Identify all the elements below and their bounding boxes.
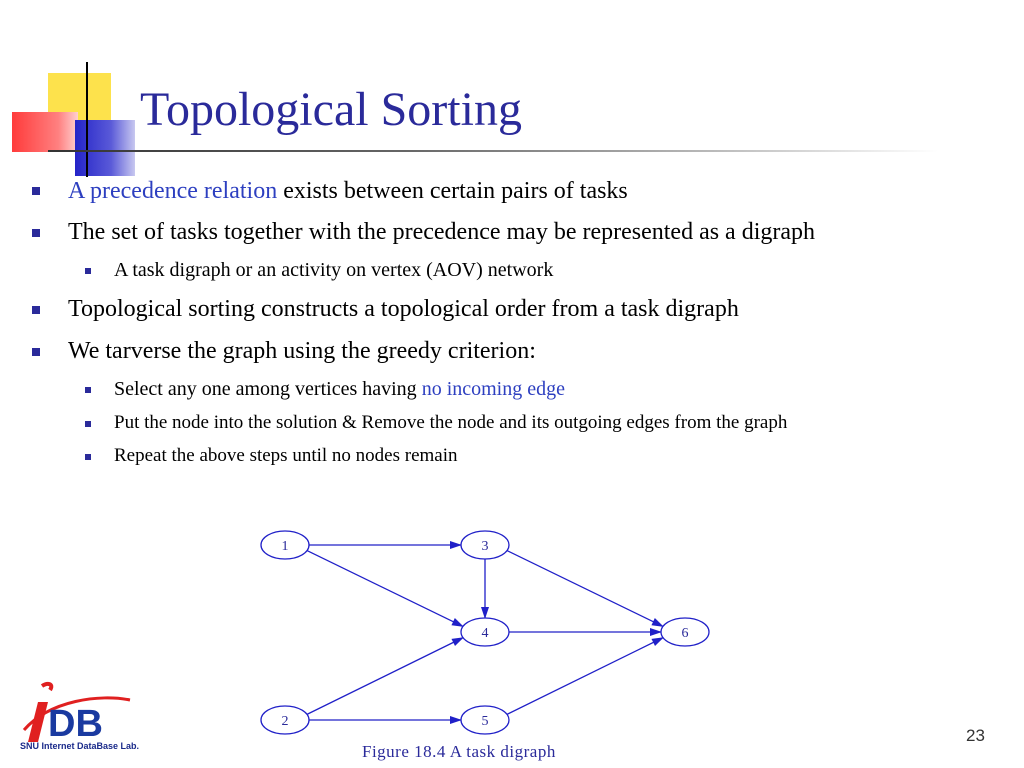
sub-bullet-item [114, 257, 553, 283]
bullet-marker [32, 348, 40, 356]
edge-3-6 [507, 551, 663, 627]
title-underline [48, 150, 938, 152]
node-label-2: 2 [281, 714, 289, 729]
sub-bullet-marker [85, 387, 91, 393]
edge-2-4 [307, 638, 463, 715]
logo-swoosh [42, 684, 51, 690]
task-digraph [255, 520, 725, 740]
node-label-6: 6 [681, 626, 689, 641]
bullet-marker [32, 187, 40, 195]
highlight-text: A precedence relation [68, 178, 278, 204]
decorative-red-bar [12, 112, 78, 152]
sub-bullet-marker [85, 454, 91, 460]
bullet-marker [32, 306, 40, 314]
edge-5-6 [507, 638, 663, 715]
sub-bullet-marker [85, 421, 91, 427]
bullet-marker [32, 229, 40, 237]
sub-bullet-marker [85, 268, 91, 274]
edge-1-4 [307, 551, 463, 627]
sub-bullet-item [114, 376, 565, 402]
bullet-text: Topological sorting constructs a topological order from a task digraph [68, 296, 739, 322]
highlight-text: no incoming edge [421, 378, 565, 400]
bullet-text: Select any one among vertices having [114, 378, 422, 400]
logo-text: DB [48, 703, 103, 745]
node-label-5: 5 [481, 714, 489, 729]
bullet-item [68, 336, 536, 366]
bullet-item [68, 294, 739, 324]
page-number: 23 [966, 726, 985, 745]
logo-subtitle: SNU Internet DataBase Lab. [20, 741, 140, 751]
bullet-item [68, 176, 628, 206]
figure-caption: Figure 18.4 A task digraph [362, 742, 556, 761]
node-label-4: 4 [481, 626, 489, 641]
bullet-text: Put the node into the solution & Remove the node and its outgoing edges from the graph [114, 412, 788, 433]
sub-bullet-item [114, 443, 458, 469]
bullet-text: The set of tasks together with the precedence may be represented as a digraph [68, 219, 816, 245]
node-label-3: 3 [481, 539, 489, 554]
slide-title: Topological Sorting [140, 83, 522, 136]
node-label-1: 1 [281, 539, 289, 554]
bullet-text: exists between certain pairs of tasks [277, 178, 628, 204]
bullet-text: Repeat the above steps until no nodes remain [114, 445, 458, 466]
decorative-blue-square [75, 120, 135, 176]
bullet-text: We tarverse the graph using the greedy criterion: [68, 338, 536, 364]
bullet-text: A task digraph or an activity on vertex (AOV) network [114, 259, 554, 281]
bullet-item [68, 217, 815, 247]
decorative-vertical-line [86, 62, 88, 177]
sub-bullet-item [114, 410, 787, 436]
